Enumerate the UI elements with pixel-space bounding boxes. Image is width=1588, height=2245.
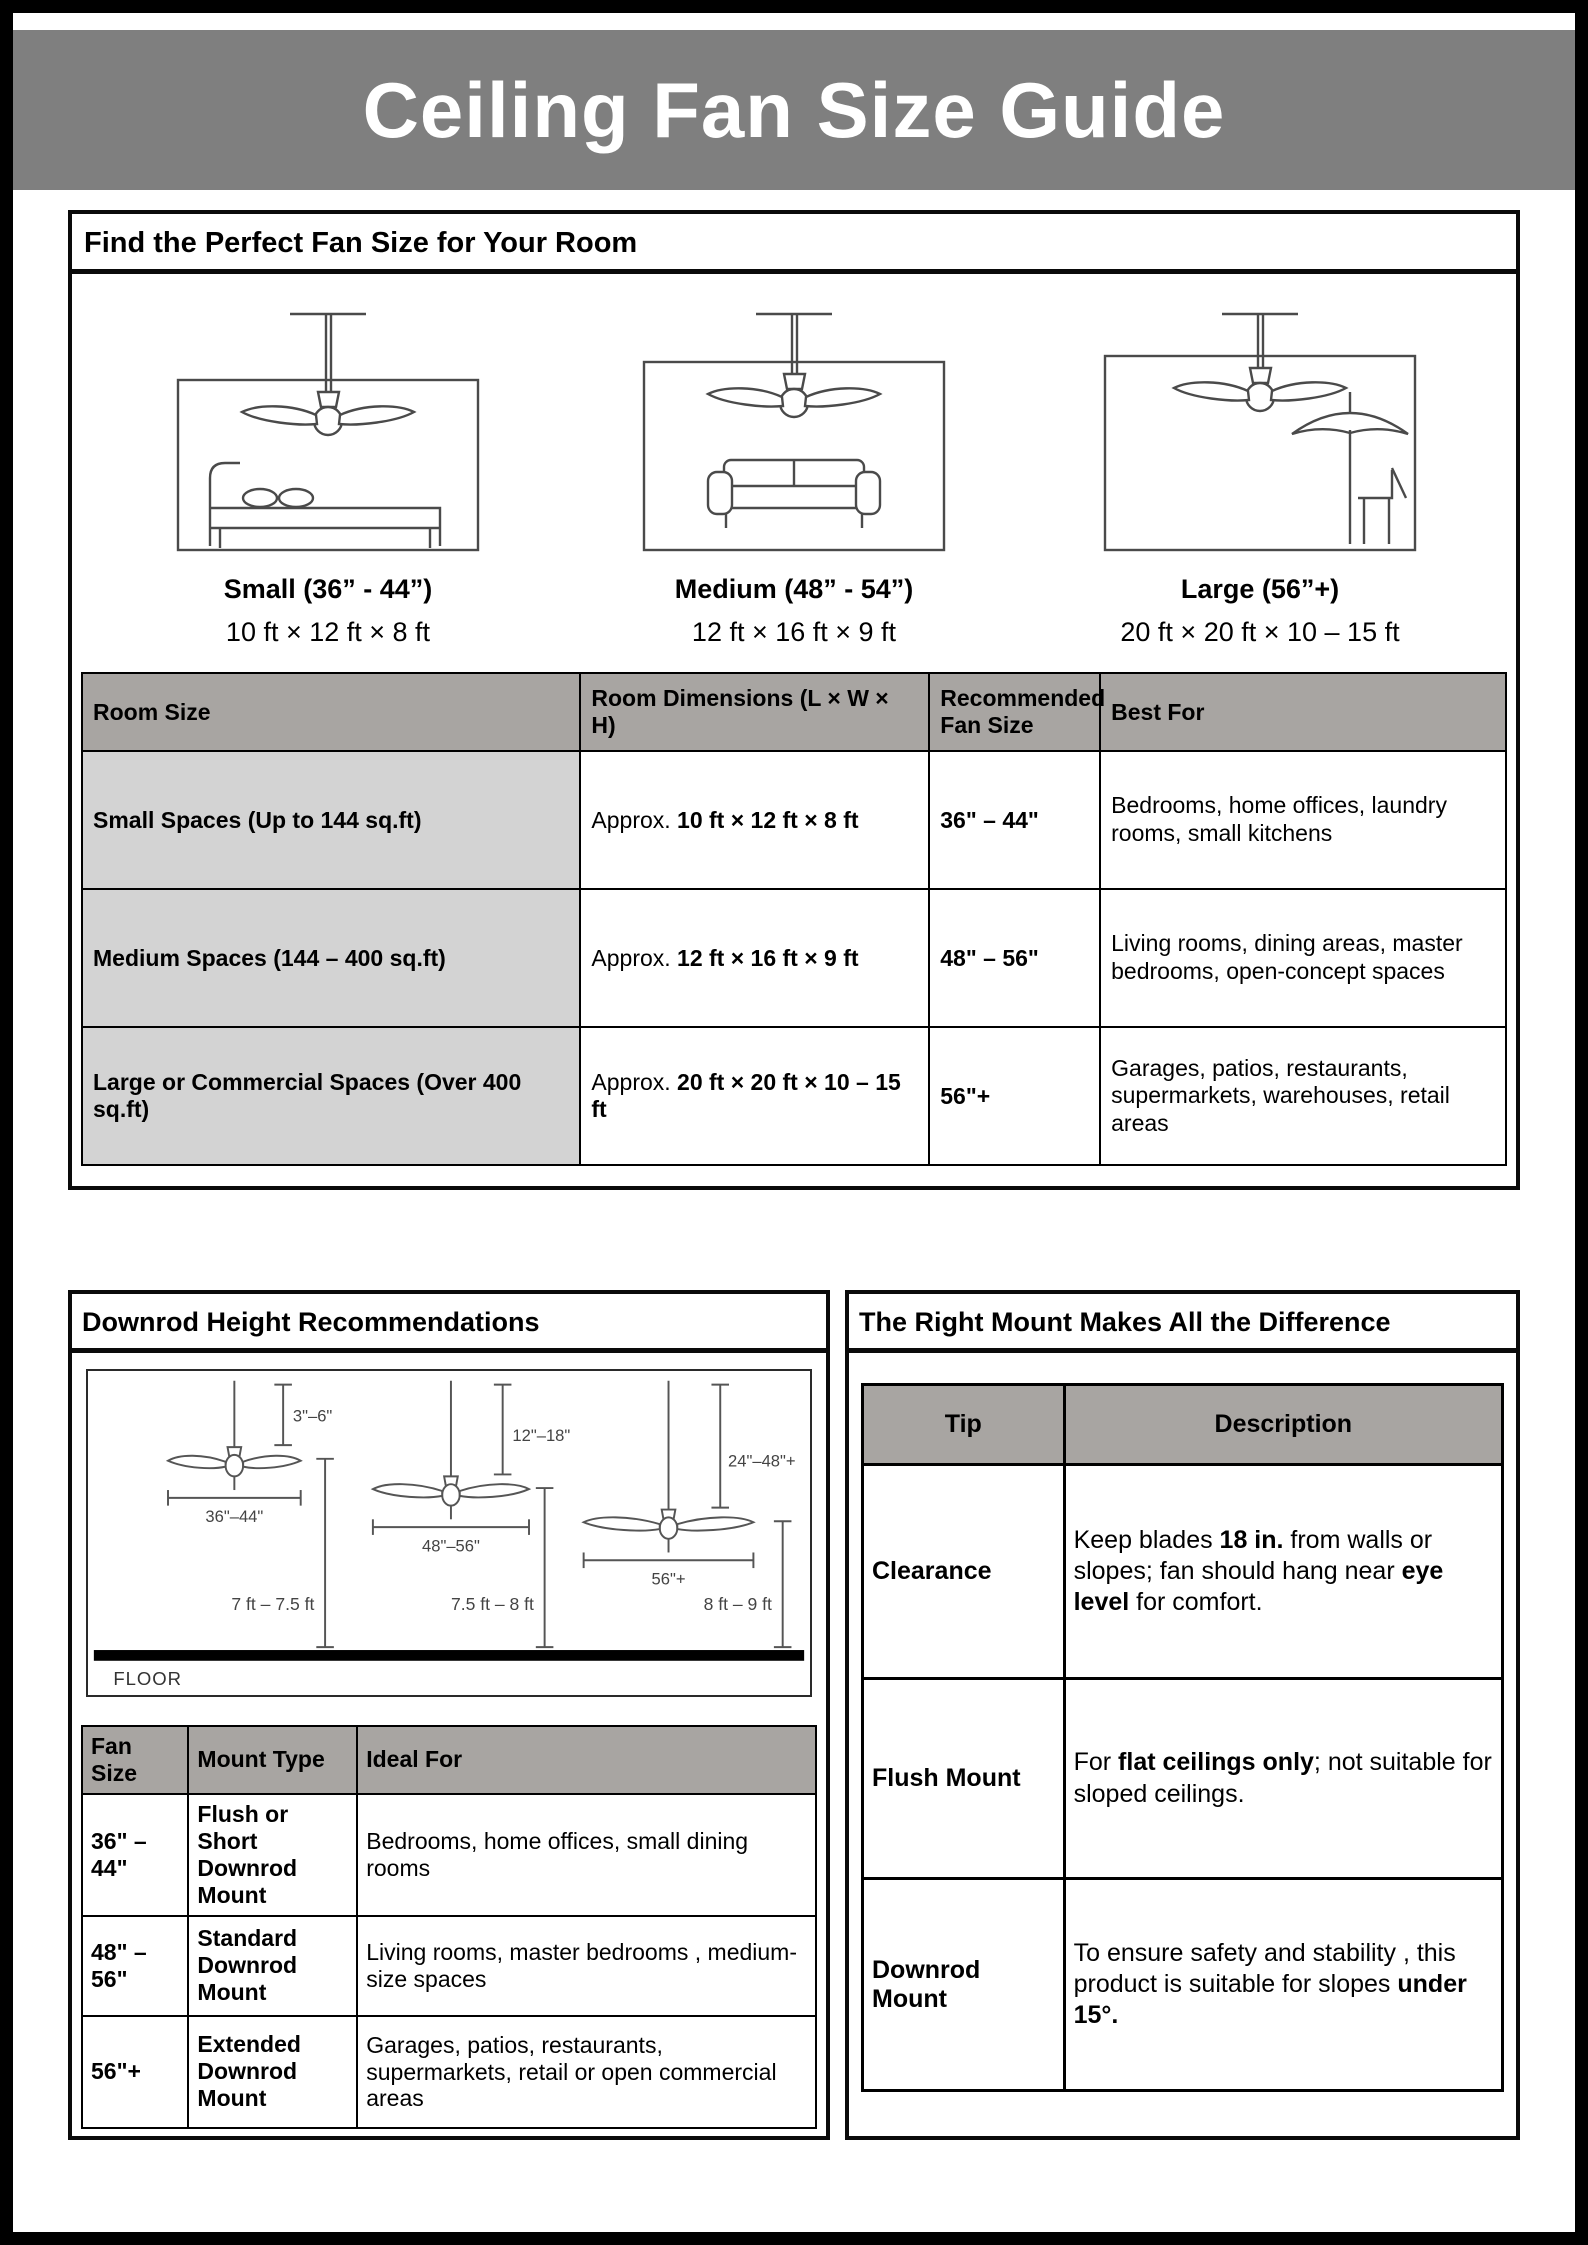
desc-text: Keep blades <box>1073 1525 1220 1554</box>
blade-width-label-3: 56"+ <box>651 1569 686 1589</box>
illustration-small-room <box>102 300 554 648</box>
best-for-small: Bedrooms, home offices, laundry rooms, small kitchens <box>1100 751 1506 889</box>
room-size-medium: Medium Spaces (144 – 400 sq.ft) <box>82 889 580 1027</box>
floor-height-label-1: 7 ft – 7.5 ft <box>231 1594 315 1615</box>
table-row-small <box>82 751 1506 889</box>
desc-text: ; not suitable for sloped ceilings. <box>1073 1748 1492 1808</box>
tip-row-flush-mount <box>863 1679 1503 1879</box>
illustration-medium-room <box>568 300 1020 648</box>
mount-table-header-row <box>82 1726 816 1794</box>
medium-room-dims: 12 ft × 16 ft × 9 ft <box>691 617 897 647</box>
table-row-large <box>82 1027 1506 1165</box>
illustration-large-room <box>1034 300 1486 648</box>
mount-fan-size: 36" – 44" <box>82 1794 188 1916</box>
dimensions-value: 20 ft × 20 ft × 10 – 15 ft <box>591 1069 901 1122</box>
mount-ideal-for: Bedrooms, home offices, small dining rooms <box>357 1794 816 1916</box>
blade-width-label-2: 48"–56" <box>422 1536 480 1556</box>
floor-label: FLOOR <box>113 1668 183 1690</box>
col-room-size: Room Size <box>82 673 580 751</box>
mount-row-large <box>82 2016 816 2128</box>
tip-row-downrod-mount <box>863 1879 1503 2091</box>
col-recommended-fan-size: Recommended Fan Size <box>929 673 1100 751</box>
tip-table-header-row <box>863 1385 1503 1465</box>
header-band <box>13 30 1575 190</box>
mount-tips-section <box>845 1290 1520 2140</box>
room-size-section <box>68 210 1520 1190</box>
dimensions-large <box>580 1027 929 1165</box>
floor-height-label-2: 7.5 ft – 8 ft <box>450 1594 534 1615</box>
table-row-medium <box>82 889 1506 1027</box>
room-size-small: Small Spaces (Up to 144 sq.ft) <box>82 751 580 889</box>
desc-text: To ensure safety and stability , this product is suitable for slopes <box>1073 1938 1456 1998</box>
best-for-medium: Living rooms, dining areas, master bedrooms, open-concept spaces <box>1100 889 1506 1027</box>
page-title: Ceiling Fan Size Guide <box>362 65 1226 154</box>
mount-type: Flush or Short Downrod Mount <box>188 1794 357 1916</box>
downrod-diagram <box>86 1369 812 1697</box>
large-room-fan-icon <box>1040 300 1480 560</box>
col-best-for: Best For <box>1100 673 1506 751</box>
rod-length-label-1: 3"–6" <box>292 1406 333 1426</box>
mount-type: Standard Downrod Mount <box>188 1916 357 2016</box>
dimensions-value: 12 ft × 16 ft × 9 ft <box>677 944 859 971</box>
room-size-large: Large or Commercial Spaces (Over 400 sq.ft) <box>82 1027 580 1165</box>
approx-label: Approx. <box>591 944 678 971</box>
tip-name: Downrod Mount <box>863 1879 1065 2091</box>
col-tip: Tip <box>863 1385 1065 1465</box>
tip-description <box>1064 1879 1502 2091</box>
small-fan-label: Small (36” - 44”) <box>223 574 433 604</box>
desc-bold: eye level <box>1073 1556 1444 1617</box>
floor-line <box>94 1650 804 1661</box>
tip-description <box>1064 1679 1502 1879</box>
col-description: Description <box>1064 1385 1502 1465</box>
small-room-fan-icon <box>108 300 548 560</box>
approx-label: Approx. <box>591 806 678 833</box>
medium-fan-label: Medium (48” - 54”) <box>674 574 914 604</box>
mount-type: Extended Downrod Mount <box>188 2016 357 2128</box>
room-section-title: Find the Perfect Fan Size for Your Room <box>72 214 1516 274</box>
dimensions-small <box>580 751 929 889</box>
desc-text: from walls or slopes; fan should hang near <box>1073 1525 1433 1585</box>
fan-size-large: 56"+ <box>929 1027 1100 1165</box>
large-fan-label: Large (56”+) <box>1180 574 1340 604</box>
room-table-header-row <box>82 673 1506 751</box>
fan-size-illustrations <box>72 274 1516 648</box>
dimensions-value: 10 ft × 12 ft × 8 ft <box>677 806 859 833</box>
floor-height-label-3: 8 ft – 9 ft <box>703 1594 772 1615</box>
room-size-table <box>81 672 1507 1166</box>
tip-row-clearance <box>863 1465 1503 1679</box>
approx-label: Approx. <box>591 1069 678 1095</box>
downrod-mount-table <box>81 1725 817 2129</box>
blade-width-label-1: 36"–44" <box>205 1507 264 1527</box>
bottom-sections <box>68 1290 1520 2140</box>
fan-size-small: 36" – 44" <box>929 751 1100 889</box>
desc-bold: 18 in. <box>1219 1525 1284 1554</box>
desc-bold: under 15°. <box>1073 1969 1467 2030</box>
tip-name: Clearance <box>863 1465 1065 1679</box>
mount-row-medium <box>82 1916 816 2016</box>
large-room-dims: 20 ft × 20 ft × 10 – 15 ft <box>1120 617 1400 647</box>
fan-size-medium: 48" – 56" <box>929 889 1100 1027</box>
medium-room-fan-icon <box>574 300 1014 560</box>
downrod-diagram-drawing <box>88 1371 810 1695</box>
mount-ideal-for: Living rooms, master bedrooms , medium-size spaces <box>357 1916 816 2016</box>
desc-text: for comfort. <box>1129 1588 1263 1617</box>
mount-row-small <box>82 1794 816 1916</box>
mount-section-title: The Right Mount Makes All the Difference <box>849 1294 1516 1353</box>
mount-fan-size: 56"+ <box>82 2016 188 2128</box>
small-room-dims: 10 ft × 12 ft × 8 ft <box>225 617 431 647</box>
best-for-large: Garages, patios, restaurants, supermarkets, warehouses, retail areas <box>1100 1027 1506 1165</box>
desc-bold: flat ceilings only <box>1118 1748 1314 1777</box>
downrod-section-title: Downrod Height Recommendations <box>72 1294 826 1353</box>
downrod-section <box>68 1290 830 2140</box>
rod-length-label-2: 12"–18" <box>512 1426 571 1446</box>
dimensions-medium <box>580 889 929 1027</box>
rod-length-label-3: 24"–48"+ <box>728 1451 796 1471</box>
col-fan-size: Fan Size <box>82 1726 188 1794</box>
col-mount-type: Mount Type <box>188 1726 357 1794</box>
mount-ideal-for: Garages, patios, restaurants, supermarkets, retail or open commercial areas <box>357 2016 816 2128</box>
col-ideal-for: Ideal For <box>357 1726 816 1794</box>
tip-name: Flush Mount <box>863 1679 1065 1879</box>
desc-text: For <box>1073 1748 1119 1777</box>
mount-fan-size: 48" – 56" <box>82 1916 188 2016</box>
mount-tips-table <box>861 1383 1504 2092</box>
col-room-dimensions: Room Dimensions (L × W × H) <box>580 673 929 751</box>
tip-description <box>1064 1465 1502 1679</box>
